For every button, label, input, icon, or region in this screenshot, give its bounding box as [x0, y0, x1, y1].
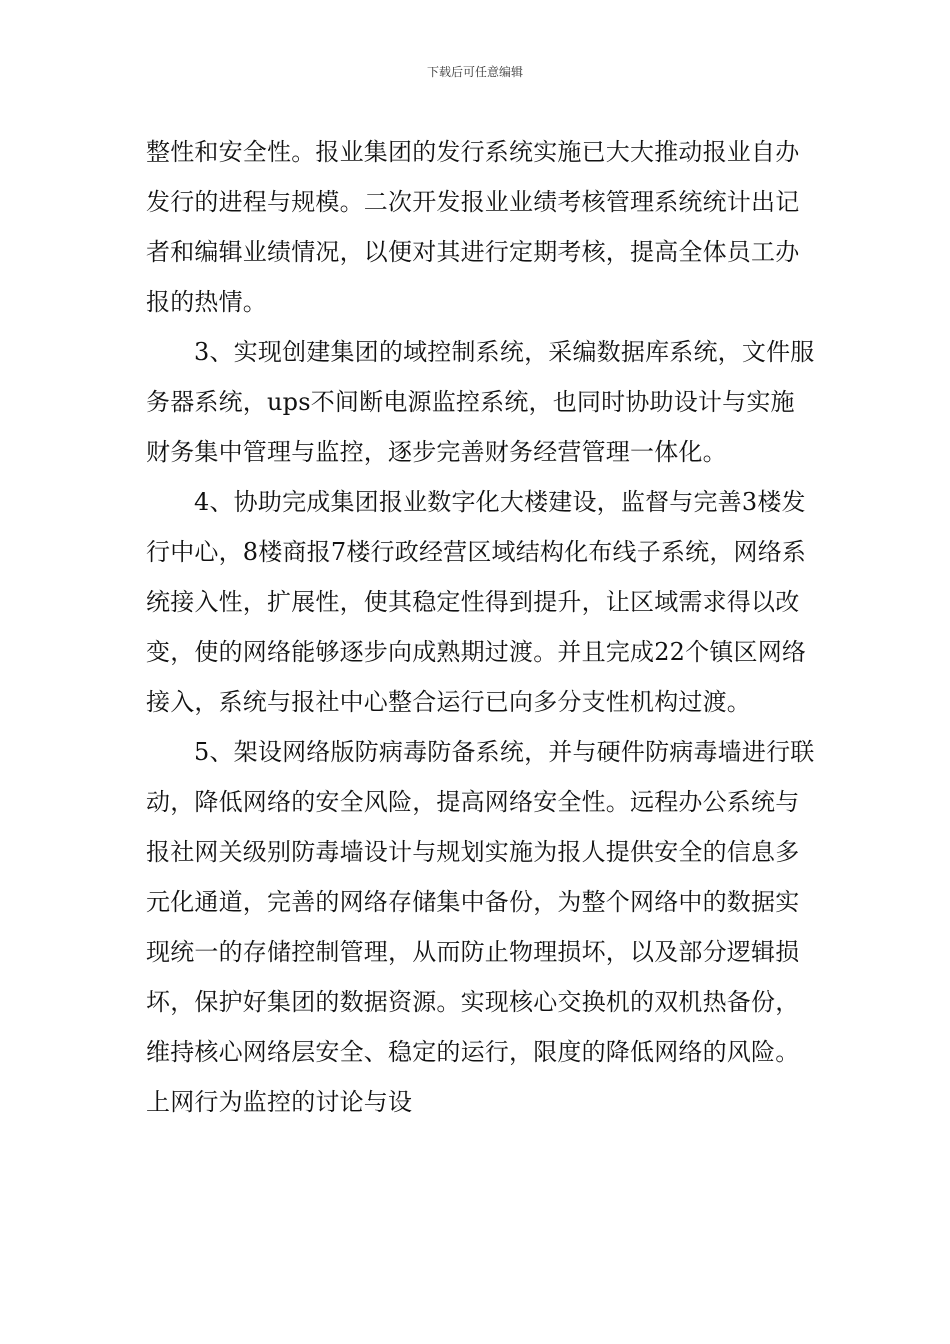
page-header: 下载后可任意编辑 [426, 65, 523, 79]
paragraph-1: 整性和安全性。报业集团的发行系统实施已大大推动报业自办发行的进程与规模。二次开发报业业绩考核管理系统统计出记者和编辑业绩情况，以便对其进行定期考核，提高全体员工办报的热情。 [146, 138, 800, 316]
paragraph-3: 4、协助完成集团报业数字化大楼建设，监督与完善3楼发行中心，8楼商报7楼行政经营区域结构化布线子系统，网络系统接入性，扩展性，使其稳定性得到提升，让区域需求得以改变，使的网络能够逐步向成熟期过渡。并且完成22个镇区网络接入，系统与报社中心整合运行已向多分支性机构过渡。 [146, 488, 807, 716]
document-body [146, 127, 816, 1127]
paragraph-2: 3、实现创建集团的域控制系统，采编数据库系统，文件服务器系统，ups不间断电源监控系统，也同时协助设计与实施财务集中管理与监控，逐步完善财务经营管理一体化。 [146, 338, 815, 466]
paragraph-4: 5、架设网络版防病毒防备系统，并与硬件防病毒墙进行联动，降低网络的安全风险，提高网络安全性。远程办公系统与报社网关级别防毒墙设计与规划实施为报人提供安全的信息多元化通道，完善的网络存储集中备份，为整个网络中的数据实现统一的存储控制管理，从而防止物理损坏，以及部分逻辑损坏，保护好集团的数据资源。实现核心交换机的双机热备份，维持核心网络层安全、稳定的运行，限度的降低网络的风险。上网行为监控的讨论与设 [146, 738, 815, 1116]
